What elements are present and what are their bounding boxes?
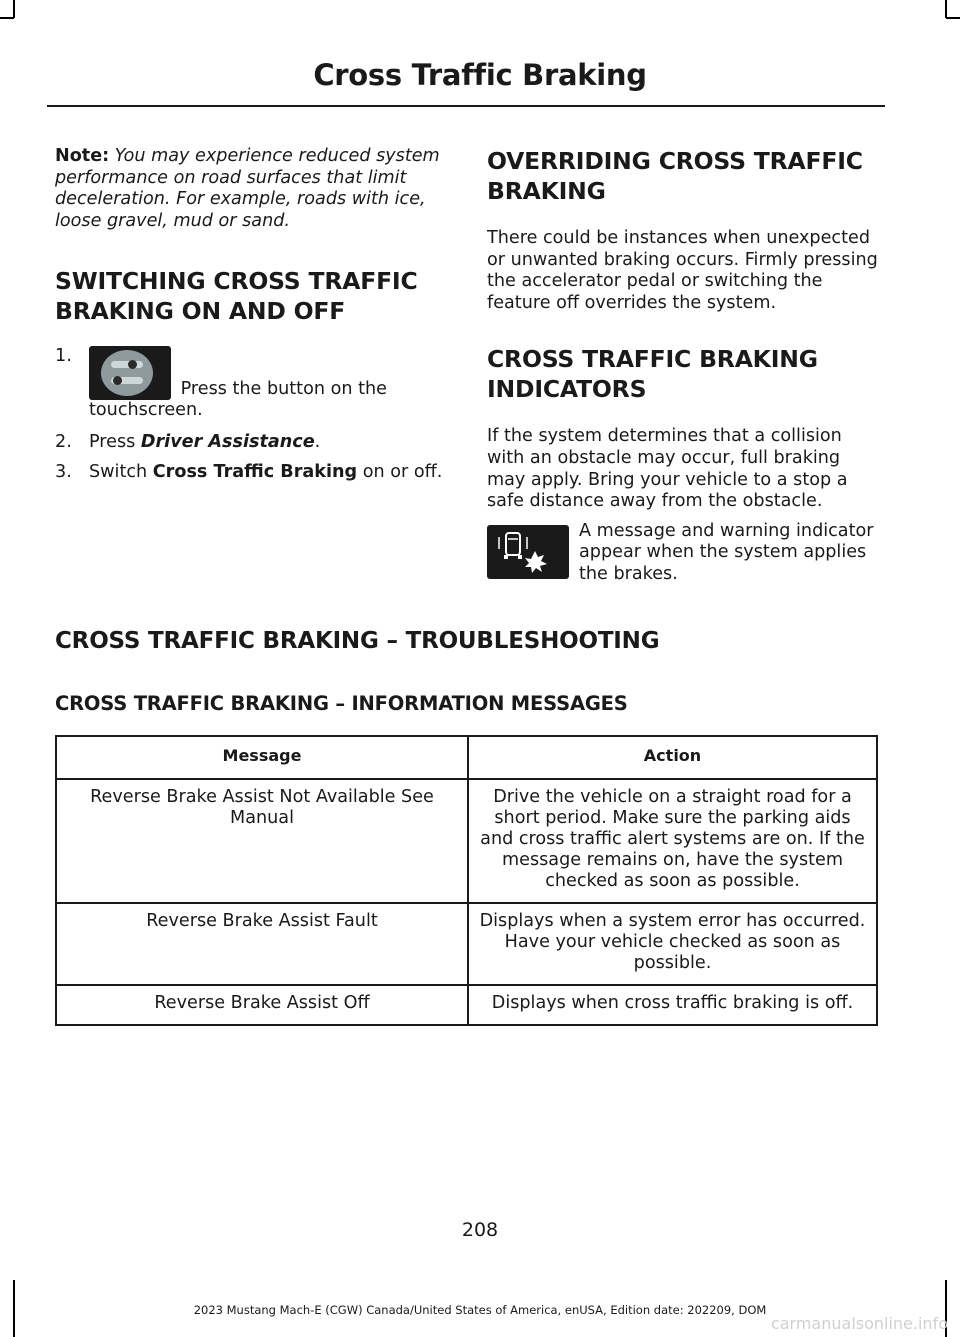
table-row — [56, 985, 877, 1025]
page-title: Cross Traffic Braking — [313, 58, 647, 92]
indicators-heading: CROSS TRAFFIC BRAKING INDICATORS — [487, 345, 818, 404]
indicator-caption: A message and warning indicator appear when the system applies the brakes. — [579, 520, 874, 584]
title-divider — [47, 105, 885, 107]
action-cell: Drive the vehicle on a straight road for a short period. Make sure the parking aids and cross traffic alert systems are on. If the message remains on, have the system checked as soon as possible. — [468, 779, 877, 903]
step-number: 1. — [55, 346, 72, 367]
column-header-action: Action — [468, 736, 877, 779]
footer-edition-info: 2023 Mustang Mach-E (CGW) Canada/United States of America, enUSA, Edition date: 202209, DOM — [193, 1303, 767, 1317]
right-column — [487, 146, 883, 586]
overriding-paragraph: There could be instances when unexpected or unwanted braking occurs. Firmly pressing the accelerator pedal or switching the feature off overrides the system. — [487, 228, 878, 313]
page-number: 208 — [461, 1219, 499, 1241]
table-row — [56, 903, 877, 985]
note-text: You may experience reduced system performance on road surfaces that limit deceleration. For example, roads with ice, loose gravel, mud or sand. — [55, 146, 440, 231]
information-messages-table — [55, 735, 878, 1026]
message-cell: Reverse Brake Assist Off — [56, 985, 468, 1025]
table-row — [56, 779, 877, 903]
crop-mark — [13, 0, 15, 18]
step-text: Switch — [89, 461, 148, 482]
step-item: 3. Switch Cross Traffic Braking on or off. — [55, 461, 443, 482]
step-emphasis: Cross Traffic Braking — [152, 461, 358, 482]
step-item: 2. Press Driver Assistance. — [55, 431, 321, 452]
information-messages-heading: CROSS TRAFFIC BRAKING – INFORMATION MESSAGES — [55, 692, 628, 715]
switching-heading-line2: BRAKING ON AND OFF — [55, 297, 346, 326]
overriding-heading: OVERRIDING CROSS TRAFFIC BRAKING — [487, 147, 863, 205]
indicators-paragraph: If the system determines that a collision with an obstacle may occur, full braking may apply. Bring your vehicle to a stop a safe distance away from the obstacle. — [487, 426, 848, 512]
watermark: carmanualsonline.info — [770, 1314, 948, 1333]
indicator-row — [487, 521, 883, 586]
settings-toggle-icon — [89, 346, 171, 400]
message-cell: Reverse Brake Assist Fault — [56, 903, 468, 985]
step-emphasis: Driver Assistance — [140, 431, 315, 452]
message-cell: Reverse Brake Assist Not Available See Manual — [56, 779, 468, 903]
step-text: Press — [89, 431, 136, 452]
step-item — [55, 346, 453, 422]
step-number: 3. — [55, 461, 72, 482]
step-number: 2. — [55, 431, 72, 452]
crop-mark — [946, 17, 960, 19]
steps-list — [55, 346, 453, 483]
switching-heading-line1: SWITCHING CROSS TRAFFIC — [55, 267, 418, 296]
note-paragraph — [55, 146, 453, 232]
left-column — [55, 146, 453, 491]
step-text: Press the button on the touchscreen. — [89, 378, 387, 421]
switching-heading — [55, 266, 453, 326]
action-cell: Displays when cross traffic braking is off. — [468, 985, 877, 1025]
crop-mark — [0, 17, 14, 19]
action-cell: Displays when a system error has occurred. Have your vehicle checked as soon as possible. — [468, 903, 877, 985]
cross-traffic-warning-icon — [487, 525, 569, 579]
troubleshooting-heading: CROSS TRAFFIC BRAKING – TROUBLESHOOTING — [55, 628, 660, 654]
table-header-row — [56, 736, 877, 779]
crop-mark — [945, 0, 947, 18]
column-header-message: Message — [56, 736, 468, 779]
note-label: Note: — [55, 146, 110, 166]
